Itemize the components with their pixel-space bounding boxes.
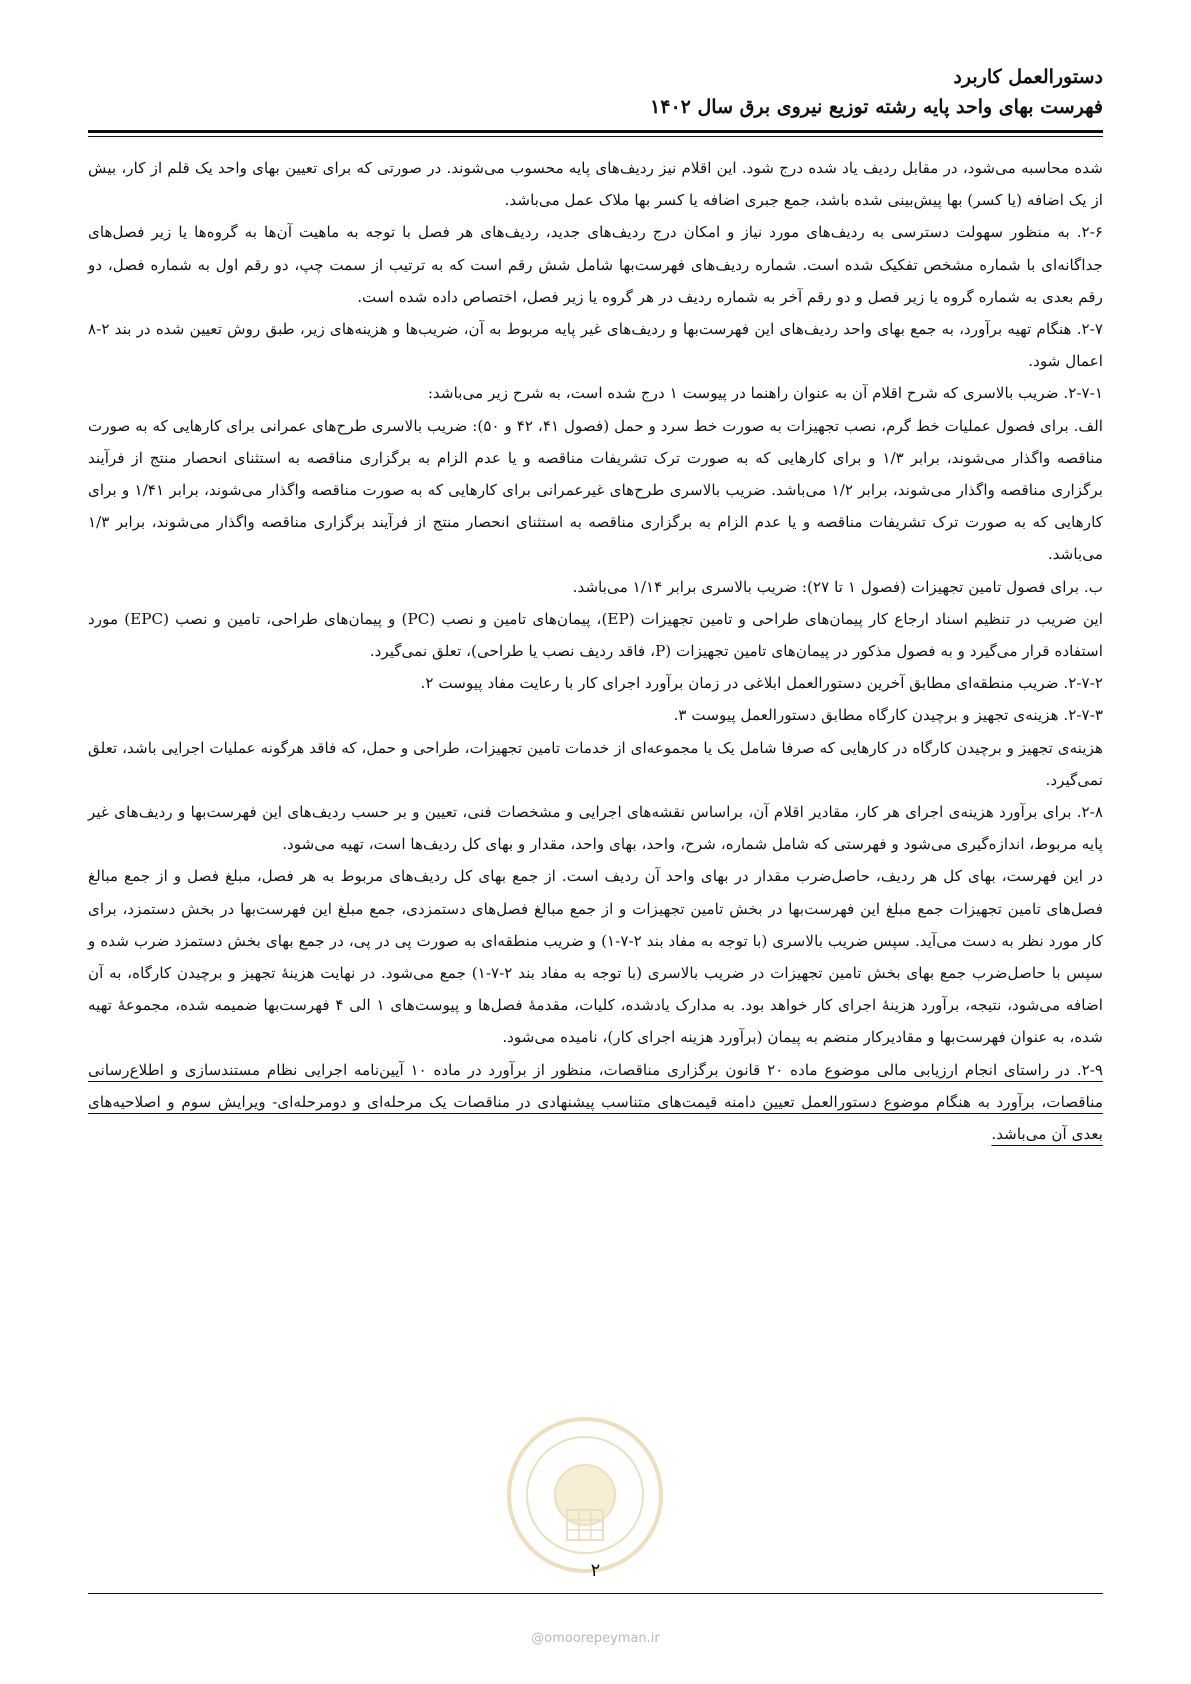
header-rule-thin	[88, 136, 1103, 137]
paragraph-workshop-note: هزینه‌ی تجهیز و برچیدن کارگاه در کارهایی که صرفا شامل یک یا مجموعه‌ای از خدمات تامین تجهیزات، طراحی و حمل، که فاقد هرگونه عملیات اجرایی باشد، تعلق نمی‌گیرد.	[88, 738, 1103, 789]
paragraph-2-7-1: ۲-۷-۱. ضریب بالاسری که شرح اقلام آن به عنوان راهنما در پیوست ۱ درج شده است، به شرح زیر می‌باشد:	[427, 384, 1103, 403]
paragraph-2-9: ۲-۹. در راستای انجام ارزیابی مالی موضوع ماده ۲۰ قانون برگزاری مناقصات، منظور از برآورد در ماده ۱۰ آیین‌نامه اجرایی نظام مستندسازی و اطلاع‌رسانی مناقصات، برآورد به هنگام موضوع دستورالعمل تعیین دامنه قیمت‌های متناسب پیشنهادی در مناقصات یک مرحله‌ای و دومرحله‌ای- ویرایش سوم و اصلاحیه‌های بعدی آن می‌باشد.	[88, 1060, 1104, 1144]
site-watermark: @omoorepeyman.ir	[531, 1631, 660, 1646]
paragraph-be: ب. برای فصول تامین تجهیزات (فصول ۱ تا ۲۷): ضریب بالاسری برابر ۱/۱۴ می‌باشد.	[572, 577, 1103, 596]
header-title: دستورالعمل کاربرد	[953, 66, 1103, 88]
footer-rule	[88, 1593, 1103, 1594]
page-number: ۲	[590, 1560, 601, 1581]
page-header	[88, 62, 1103, 122]
paragraph-2-7-2: ۲-۷-۲. ضریب منطقه‌ای مطابق آخرین دستورالعمل ابلاغی در زمان برآورد اجرای کار با رعایت مفاد پیوست ۲.	[420, 674, 1103, 693]
body-text	[88, 152, 1103, 1150]
header-subtitle: فهرست بهای واحد پایه رشته توزیع نیروی برق سال ۱۴۰۲	[650, 96, 1103, 118]
paragraph-list-explanation: در این فهرست، بهای کل هر ردیف، حاصل‌ضرب مقدار در بهای واحد آن ردیف است. از جمع بهای کل ردیف‌های مربوط به هر فصل، مبلغ فصل و از جمع مبالغ فصل‌های تامین تجهیزات جمع مبلغ این فهرست‌بها در بخش تامین تجهیزات و از جمع مبالغ فصل‌های دستمزدی، جمع مبلغ این فهرست‌بها در بخش دستمزد، برای کار مورد نظر به دست می‌آید. سپس ضریب بالاسری (با توجه به مفاد بند ۲-۷-۱) و ضریب منطقه‌ای به صورت پی در پی، در جمع بهای بخش دستمزد ضرب شده و سپس با حاصل‌ضرب جمع بهای بخش تامین تجهیزات در ضریب بالاسری (با توجه به مفاد بند ۲-۷-۱) جمع می‌شود. در نهایت هزینهٔ تجهیز و برچیدن کارگاه، به آن اضافه می‌شود، نتیجه، برآورد هزینهٔ اجرای کار خواهد بود. به مدارک یادشده، کلیات، مقدمهٔ فصل‌ها و پیوست‌های ۱ الی ۴ فهرست‌بها ضمیمه شده، مجموعهٔ تهیه شده، به عنوان فهرست‌بها و مقادیرکار منضم به پیمان (برآورد هزینه اجرای کار)، نامیده می‌شود.	[88, 867, 1103, 1047]
header-rule-thick	[88, 130, 1103, 133]
paragraph-2-7-3: ۲-۷-۳. هزینه‌ی تجهیز و برچیدن کارگاه مطابق دستورالعمل پیوست ۳.	[673, 706, 1103, 725]
seal-stamp-icon	[505, 1415, 665, 1575]
paragraph-alef: الف. برای فصول عملیات خط گرم، نصب تجهیزات به صورت خط سرد و حمل (فصول ۴۱، ۴۲ و ۵۰): ضریب بالاسری طرح‌های عمرانی برای کارهایی که به صورت مناقصه واگذار می‌شوند، برابر ۱/۳ و برای کارهایی که به صورت ترک تشریفات مناقصه و یا عدم الزام به برگزاری مناقصه به استثنای انحصار منتج از فرآیند برگزاری مناقصه واگذار می‌شوند، برابر ۱/۲ می‌باشد. ضریب بالاسری طرح‌های غیرعمرانی برای کارهایی که به صورت مناقصه واگذار می‌شوند، برابر ۱/۴۱ و برای کارهایی که به صورت ترک تشریفات مناقصه و یا عدم الزام به برگزاری مناقصه به استثنای انحصار منتج از فرآیند برگزاری مناقصه واگذار می‌شوند، برابر ۱/۳ می‌باشد.	[88, 416, 1103, 564]
paragraph-coefficient-note: این ضریب در تنظیم اسناد ارجاع کار پیمان‌های طراحی و تامین تجهیزات (EP)، پیمان‌های تامین و نصب (PC) و پیمان‌های طراحی، تامین و نصب (EPC) مورد استفاده قرار می‌گیرد و به فصول مذکور در پیمان‌های تامین تجهیزات (P، فاقد ردیف نصب یا طراحی)، تعلق نمی‌گیرد.	[88, 609, 1103, 661]
paragraph-continuation: شده محاسبه می‌شود، در مقابل ردیف یاد شده درج شود. این اقلام نیز ردیف‌های پایه محسوب می‌شوند. در صورتی که برای تعیین بهای واحد یک قلم از کار، بیش از یک اضافه (یا کسر) بها پیش‌بینی شده باشد، جمع جبری اضافه یا کسر بها ملاک عمل می‌باشد.	[88, 159, 1103, 210]
paragraph-2-7: ۲-۷. هنگام تهیه برآورد، به جمع بهای واحد ردیف‌های این فهرست‌بها و ردیف‌های غیر پایه مربوط به آن، ضریب‌ها و هزینه‌های زیر، طبق روش تعیین شده در بند ۲-۸ اعمال شود.	[88, 320, 1103, 371]
paragraph-2-8: ۲-۸. برای برآورد هزینه‌ی اجرای هر کار، مقادیر اقلام آن، براساس نقشه‌های اجرایی و مشخصات فنی، تعیین و بر حسب ردیف‌های این فهرست‌بها و ردیف‌های غیر پایه مربوط، اندازه‌گیری می‌شود و فهرستی که شامل شماره، شرح، واحد، بهای واحد، مقدار و بهای کل ردیف‌ها است، تهیه می‌شود.	[88, 803, 1103, 854]
paragraph-2-6: ۲-۶. به منظور سهولت دسترسی به ردیف‌های مورد نیاز و امکان درج ردیف‌های جدید، ردیف‌های هر فصل با توجه به ماهیت آن‌ها به گروه‌ها یا زیر فصل‌های جداگانه‌ای با شماره مشخص تفکیک شده است. شماره ردیف‌های فهرست‌بها شامل شش رقم است که به ترتیب از سمت چپ، دو رقم اول به شماره فصل، دو رقم بعدی به شماره گروه یا زیر فصل و دو رقم آخر به شماره ردیف در هر گروه یا زیر فصل، اختصاص داده شده است.	[88, 223, 1103, 306]
